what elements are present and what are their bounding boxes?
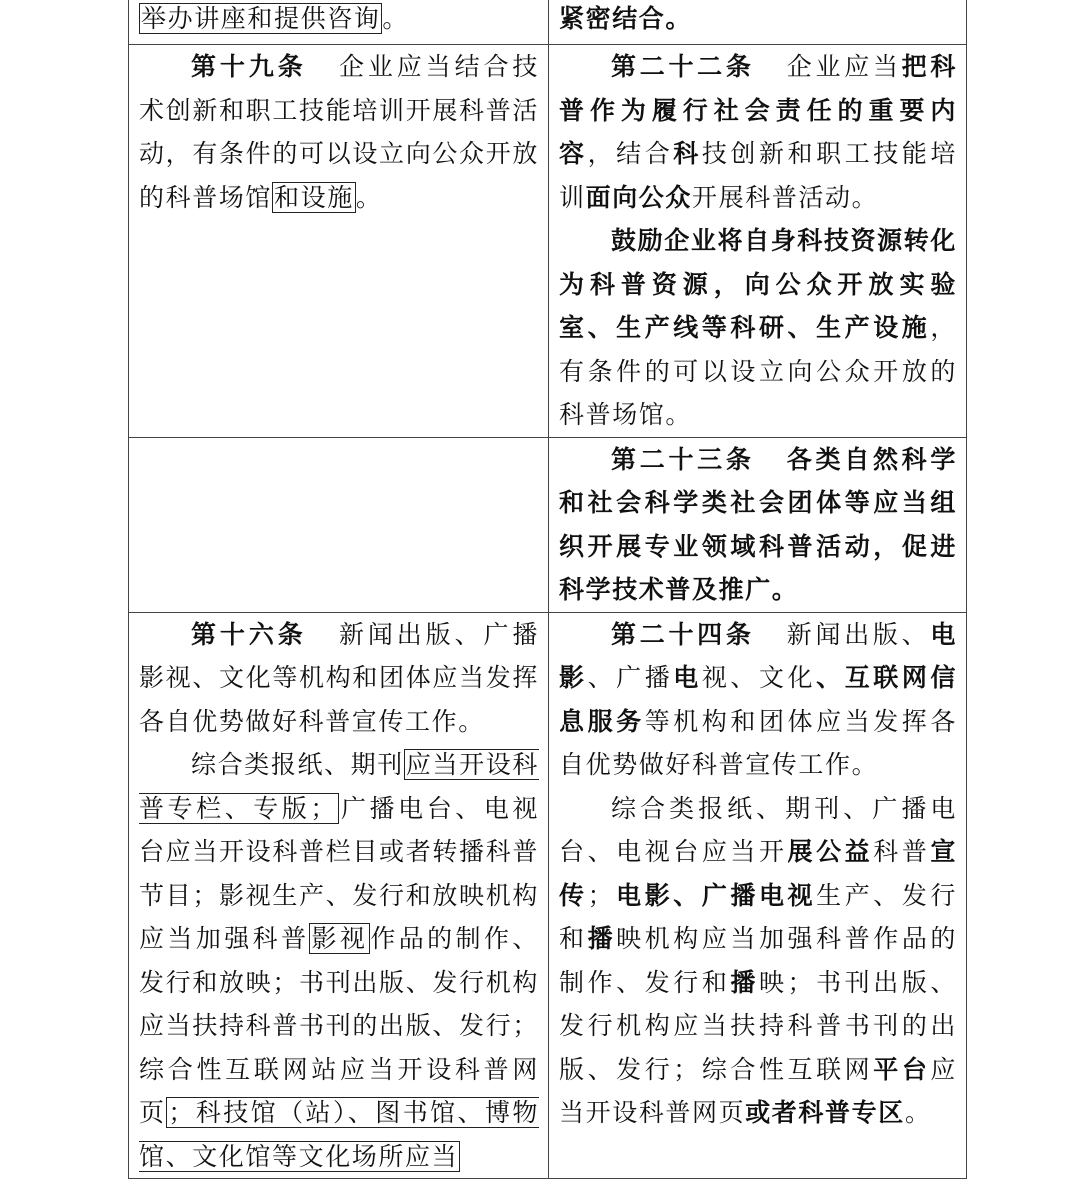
text: 技创新和职工技能培训: [559, 139, 957, 212]
left-cell: [129, 45, 549, 438]
article-24: [559, 613, 957, 787]
text: ，结合: [587, 139, 674, 168]
article-title: 第二十三条: [611, 444, 755, 474]
right-cell: [549, 612, 967, 1179]
bold-text: 展公益: [787, 837, 874, 866]
text: 综合类报纸、期刊: [191, 750, 404, 779]
article-24-para-2: [559, 787, 957, 1135]
table-row: [129, 45, 967, 438]
text: ；: [587, 880, 615, 910]
boxed-text: 举办讲座和提供咨询: [141, 4, 381, 33]
right-cell: [549, 0, 967, 45]
text: 广播电台、电视台应当开设科普栏目或者转播科普节目；影视生产、发行和放映机构应当加强科普: [139, 793, 539, 953]
article-22: [559, 45, 957, 219]
text: 紧密结合。: [559, 4, 693, 33]
bold-text: 把科普作为履行社会责任的重要内容: [559, 52, 957, 168]
left-cell: [129, 612, 549, 1179]
left-cell-empty: [129, 437, 549, 612]
bold-text: 宣传: [559, 837, 957, 910]
text: 新闻出版、广播影视、文化等机构和团体应当发挥各自优势做好科普宣传工作。: [139, 619, 539, 736]
text: 综合类报纸、期刊、广播电台、电视台应当开: [559, 793, 957, 866]
article-title: 第十六条: [191, 619, 307, 649]
paragraph: [139, 0, 539, 41]
boxed-text: 应当开设科普专栏、专版；: [139, 750, 539, 823]
text: 科普: [873, 837, 931, 866]
bold-text: 电影: [559, 619, 957, 692]
bold-text: 平台: [873, 1054, 931, 1084]
text: 企业应当: [784, 52, 902, 81]
bold-text: 播: [587, 924, 617, 953]
article-16-para-2: [139, 743, 539, 1178]
boxed-text: 和设施: [274, 182, 354, 212]
table-row: [129, 612, 967, 1179]
text: ，有条件的可以设立向公众开放的科普场馆。: [559, 313, 957, 429]
right-cell: [549, 437, 967, 612]
bold-text: 或者科普专区: [745, 1098, 905, 1127]
table-row: [129, 0, 967, 45]
text: 。: [355, 182, 383, 212]
article-title: 第二十四条: [611, 619, 755, 649]
text: 生产、发行和: [559, 880, 957, 953]
bold-text: 科: [673, 139, 702, 168]
article-16: [139, 613, 539, 744]
bold-text: 各类自然科学和社会科学类社会团体等应当组织开展专业领域科普活动，促进科学技术普及推广。: [559, 444, 957, 604]
text: 作品的制作、发行和放映；书刊出版、发行机构应当扶持科普书刊的出版、发行；综合性互联网站应当开设科普网页: [139, 924, 539, 1127]
article-23: [559, 438, 957, 612]
text: 应当开设科普网页: [559, 1054, 957, 1127]
article-title: 第二十二条: [611, 52, 755, 81]
bold-text: 播: [730, 967, 759, 997]
text: 开展科普活动。: [692, 182, 879, 212]
boxed-text: 影视: [311, 924, 369, 953]
text: 、广播: [587, 663, 674, 692]
boxed-text: ；科技馆（站）、图书馆、博物馆、文化馆等文化场所应当: [139, 1098, 539, 1171]
text: 。: [382, 4, 410, 33]
article-22-para-2: [559, 219, 957, 437]
bold-text: 、互联网信息服务: [559, 663, 957, 736]
text: 映；书刊出版、发行机构应当扶持科普书刊的出版、发行；综合性互联网: [559, 967, 957, 1084]
bold-text: 电影、广播电视: [614, 880, 817, 910]
paragraph: [559, 0, 957, 41]
text: 企业应当结合技术创新和职工技能培训开展科普活动，有条件的可以设立向公众开放的科普场馆: [139, 52, 539, 212]
bold-text: 面向公众: [585, 182, 693, 212]
text: 。: [904, 1098, 932, 1127]
bold-text: 鼓励企业将自身科技资源转化为科普资源，向公众开放实验室、生产线等科研、生产设施: [559, 226, 957, 342]
article-title: 第十九条: [191, 52, 307, 81]
table-row: [129, 437, 967, 612]
text: 新闻出版、: [784, 619, 931, 649]
right-cell: [549, 45, 967, 438]
article-19: [139, 45, 539, 219]
text: 映机构应当加强科普作品的制作、发行和: [559, 924, 958, 997]
text: 视、文化: [701, 663, 817, 692]
left-cell: [129, 0, 549, 45]
comparison-table: [128, 0, 967, 1179]
bold-text: 电: [673, 663, 702, 692]
text: 等机构和团体应当发挥各自优势做好科普宣传工作。: [559, 706, 957, 779]
